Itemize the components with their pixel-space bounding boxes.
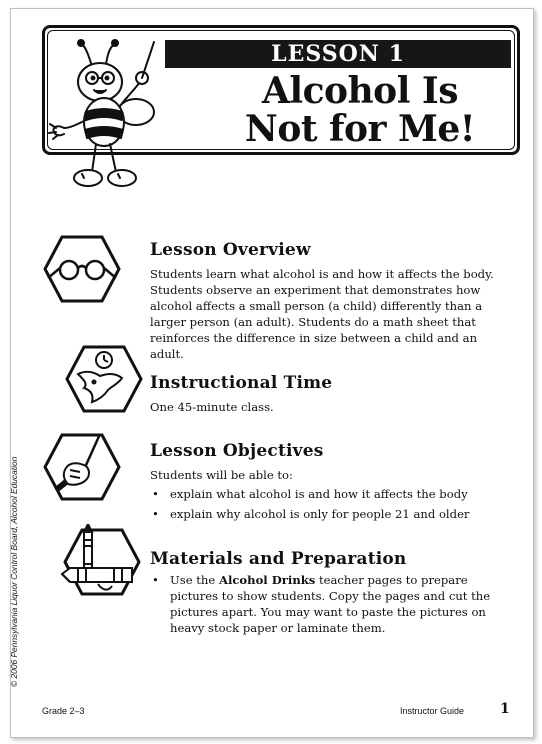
section-title-materials: Materials and Preparation (150, 549, 407, 569)
list-item: • explain why alcohol is only for people 21 and older (150, 506, 510, 522)
objectives-intro: Students will be able to: (150, 468, 293, 482)
list-item (150, 572, 510, 636)
stopwatch-icon (64, 344, 144, 414)
materials-bullet-prefix: Use the (170, 573, 219, 587)
overview-text: Students learn what alcohol is and how it affects the body. Students observe an experiment that demonstrates how alcohol affects a small person (a child) differently than a larger person (an adult). Students do a math sheet that reinforces the difference in size between a child and an adult. (150, 267, 494, 361)
lesson-title (195, 72, 525, 148)
title-line-2: Not for Me! (244, 108, 476, 150)
pointer-hand-icon (42, 432, 122, 502)
footer-guide: Instructor Guide (400, 706, 465, 716)
glasses-icon (42, 234, 122, 304)
objectives-list (150, 486, 510, 526)
section-title-objectives: Lesson Objectives (150, 441, 324, 461)
copyright-side-note: © 2006 Pennsylvania Liquor Control Board, Alcohol Education (9, 456, 19, 687)
section-title-overview: Lesson Overview (150, 240, 311, 260)
footer-grade: Grade 2–3 (42, 706, 85, 716)
title-line-1: Alcohol Is (261, 70, 459, 112)
section-title-time: Instructional Time (150, 373, 333, 393)
materials-bullet-bold: Alcohol Drinks (218, 573, 316, 587)
page-number: 1 (500, 701, 510, 717)
lesson-label: LESSON 1 (165, 40, 511, 68)
bee-mascot-icon (48, 36, 168, 198)
list-item: • explain what alcohol is and how it affects the body (150, 486, 510, 502)
crayons-icon (58, 524, 144, 598)
time-text: One 45-minute class. (150, 400, 274, 414)
materials-bullet-suffix: teacher pages to prepare pictures to show students. Copy the pages and cut the pictures apart. You may want to paste the pictures on heavy stock paper or laminate them. (170, 573, 491, 635)
materials-list (150, 572, 510, 640)
